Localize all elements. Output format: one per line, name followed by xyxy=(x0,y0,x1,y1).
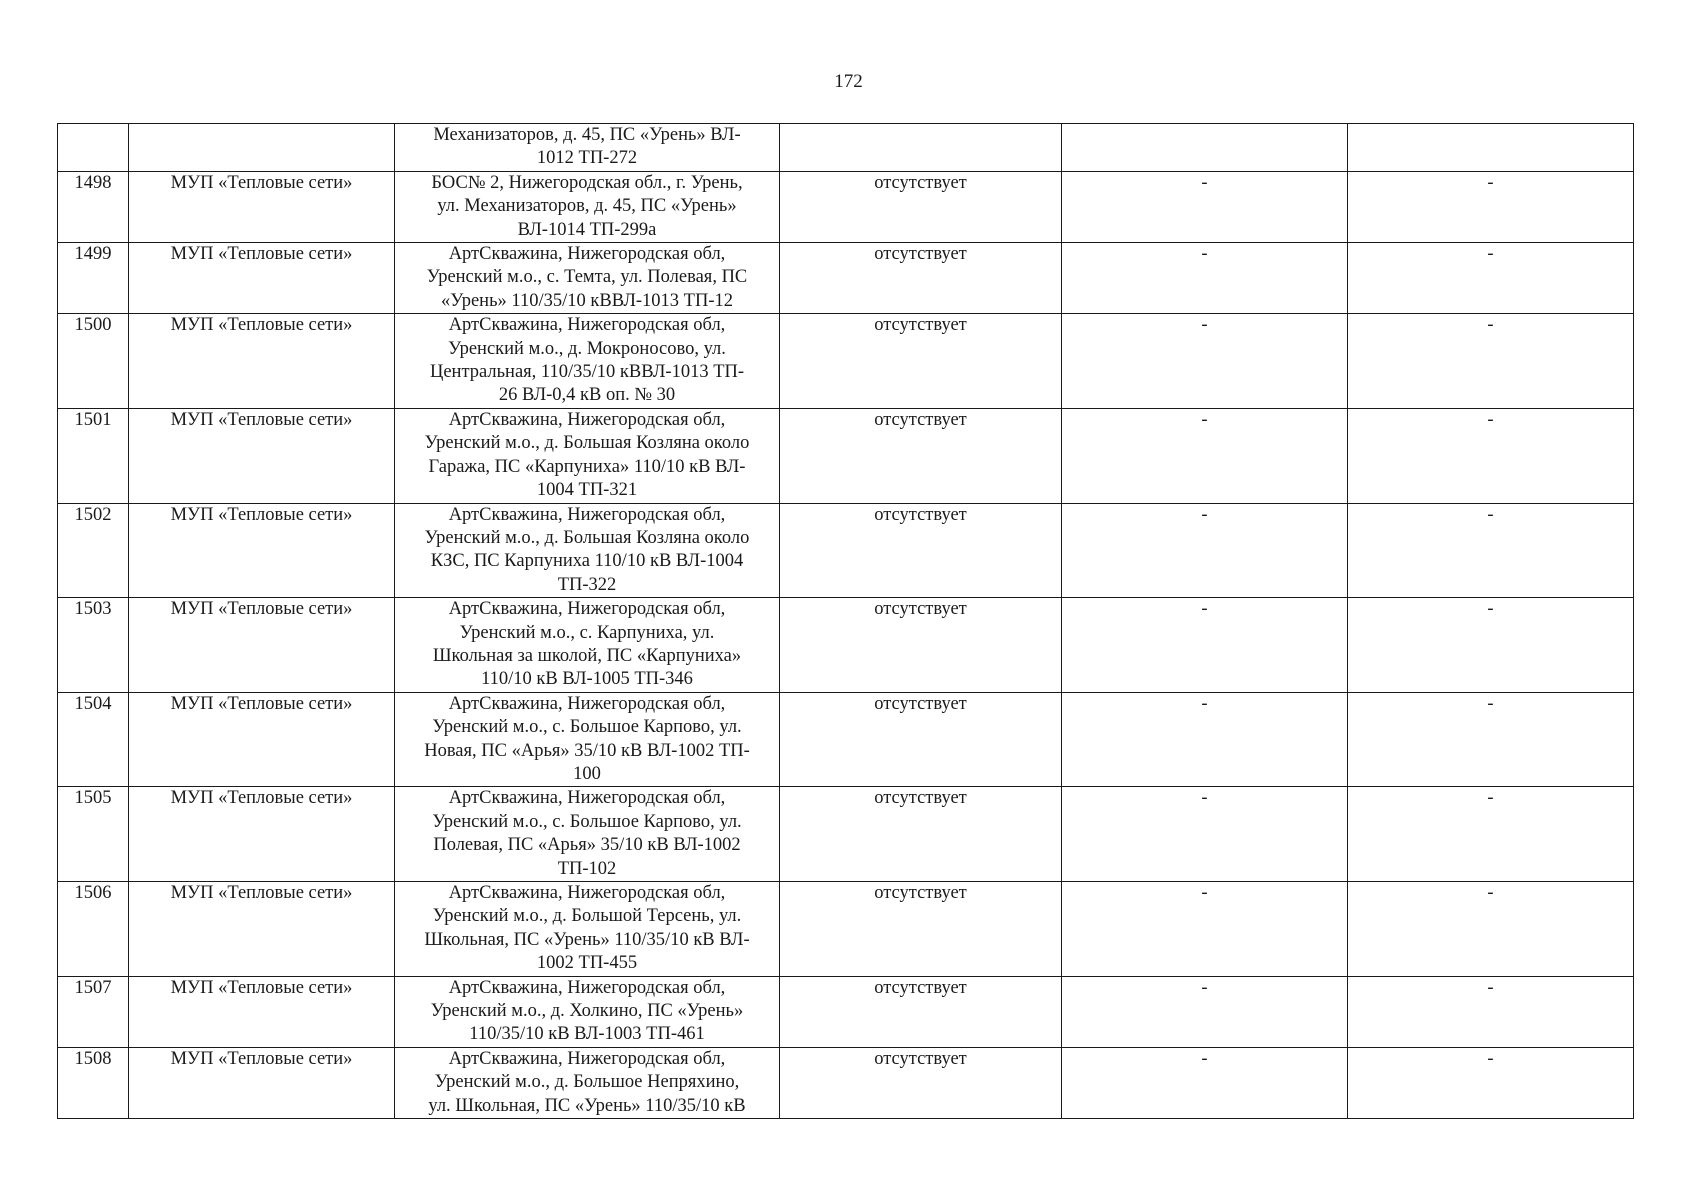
organization-cell xyxy=(129,124,395,172)
object-address-line: Школьная, ПС «Урень» 110/35/10 кВ ВЛ- xyxy=(424,929,750,950)
object-address-line: Уренский м.о., д. Большой Терсень, ул. xyxy=(432,906,742,927)
object-address-line: АртСкважина, Нижегородская обл, xyxy=(448,409,726,430)
object-address-line: Новая, ПС «Арья» 35/10 кВ ВЛ-1002 ТП- xyxy=(424,740,750,761)
availability-cell: отсутствует xyxy=(780,1047,1062,1118)
object-address-line: АртСкважина, Нижегородская обл, xyxy=(448,693,726,714)
object-address-cell xyxy=(395,124,780,172)
object-address-cell xyxy=(395,408,780,503)
row-number-cell: 1507 xyxy=(58,976,129,1047)
object-address-line: АртСкважина, Нижегородская обл, xyxy=(448,244,726,265)
row-number-cell: 1508 xyxy=(58,1047,129,1118)
value-cell-6: - xyxy=(1348,976,1634,1047)
value-cell-5: - xyxy=(1062,408,1348,503)
object-address-line: Уренский м.о., д. Холкино, ПС «Урень» xyxy=(430,1001,744,1022)
object-address-cell xyxy=(395,976,780,1047)
availability-cell: отсутствует xyxy=(780,882,1062,977)
object-address-line: 100 xyxy=(573,763,601,784)
table-row xyxy=(58,124,1634,172)
organization-cell: МУП «Тепловые сети» xyxy=(129,882,395,977)
value-cell-5: - xyxy=(1062,976,1348,1047)
object-address-line: ТП-102 xyxy=(557,858,617,879)
table-row xyxy=(58,882,1634,977)
object-address-line: Уренский м.о., д. Большое Непряхино, xyxy=(434,1072,740,1093)
table-row xyxy=(58,976,1634,1047)
object-address-line: «Урень» 110/35/10 кВВЛ-1013 ТП-12 xyxy=(441,290,733,311)
availability-cell: отсутствует xyxy=(780,976,1062,1047)
row-number-cell: 1500 xyxy=(58,314,129,409)
object-address-cell xyxy=(395,171,780,242)
value-cell-5: - xyxy=(1062,787,1348,882)
row-number-cell: 1501 xyxy=(58,408,129,503)
table-row xyxy=(58,243,1634,314)
page-number: 172 xyxy=(834,71,863,92)
organization-cell: МУП «Тепловые сети» xyxy=(129,243,395,314)
object-address-line: 1004 ТП-321 xyxy=(536,480,638,501)
value-cell-5: - xyxy=(1062,882,1348,977)
object-address-line: Уренский м.о., д. Большая Козляна около xyxy=(424,527,750,548)
registry-table xyxy=(57,123,1634,1119)
organization-cell: МУП «Тепловые сети» xyxy=(129,976,395,1047)
value-cell-5: - xyxy=(1062,692,1348,787)
row-number-cell: 1505 xyxy=(58,787,129,882)
availability-cell: отсутствует xyxy=(780,503,1062,598)
value-cell-5: - xyxy=(1062,171,1348,242)
object-address-line: КЗС, ПС Карпуниха 110/10 кВ ВЛ-1004 xyxy=(430,551,744,572)
object-address-line: Механизаторов, д. 45, ПС «Урень» ВЛ- xyxy=(433,125,741,145)
object-address-cell xyxy=(395,692,780,787)
object-address-cell xyxy=(395,787,780,882)
row-number-cell: 1498 xyxy=(58,171,129,242)
row-number-cell: 1499 xyxy=(58,243,129,314)
object-address-cell xyxy=(395,1047,780,1118)
value-cell-6: - xyxy=(1348,882,1634,977)
object-address-line: БОС№ 2, Нижегородская обл., г. Урень, xyxy=(431,172,743,193)
organization-cell: МУП «Тепловые сети» xyxy=(129,503,395,598)
object-address-line: Центральная, 110/35/10 кВВЛ-1013 ТП- xyxy=(429,362,745,383)
value-cell-6: - xyxy=(1348,171,1634,242)
value-cell-6: - xyxy=(1348,243,1634,314)
registry-table-body xyxy=(58,124,1634,1119)
object-address-line: Гаража, ПС «Карпуниха» 110/10 кВ ВЛ- xyxy=(428,456,746,477)
table-row xyxy=(58,787,1634,882)
availability-cell: отсутствует xyxy=(780,243,1062,314)
table-row xyxy=(58,171,1634,242)
object-address-line: АртСкважина, Нижегородская обл, xyxy=(448,788,726,809)
organization-cell: МУП «Тепловые сети» xyxy=(129,171,395,242)
value-cell-6: - xyxy=(1348,598,1634,693)
value-cell-6: - xyxy=(1348,503,1634,598)
object-address-cell xyxy=(395,598,780,693)
object-address-line: АртСкважина, Нижегородская обл, xyxy=(448,883,726,903)
object-address-line: 110/10 кВ ВЛ-1005 ТП-346 xyxy=(481,669,693,690)
organization-cell: МУП «Тепловые сети» xyxy=(129,692,395,787)
organization-cell: МУП «Тепловые сети» xyxy=(129,314,395,409)
availability-cell: отсутствует xyxy=(780,692,1062,787)
value-cell-5: - xyxy=(1062,1047,1348,1118)
object-address-line: Уренский м.о., с. Карпуниха, ул. xyxy=(459,622,715,643)
value-cell-5: - xyxy=(1062,243,1348,314)
availability-cell: отсутствует xyxy=(780,171,1062,242)
object-address-line: Полевая, ПС «Арья» 35/10 кВ ВЛ-1002 xyxy=(433,835,741,856)
object-address-line: АртСкважина, Нижегородская обл, xyxy=(448,977,726,998)
organization-cell: МУП «Тепловые сети» xyxy=(129,408,395,503)
object-address-line: АртСкважина, Нижегородская обл, xyxy=(448,504,726,525)
object-address-line: АртСкважина, Нижегородская обл, xyxy=(448,1048,726,1069)
object-address-cell xyxy=(395,243,780,314)
availability-cell: отсутствует xyxy=(780,408,1062,503)
availability-cell: отсутствует xyxy=(780,314,1062,409)
object-address-line: 110/35/10 кВ ВЛ-1003 ТП-461 xyxy=(469,1024,705,1045)
availability-cell: отсутствует xyxy=(780,598,1062,693)
object-address-line: 1002 ТП-455 xyxy=(536,953,638,974)
object-address-line: ул. Школьная, ПС «Урень» 110/35/10 кВ xyxy=(428,1095,746,1116)
object-address-cell xyxy=(395,882,780,977)
object-address-line: ул. Механизаторов, д. 45, ПС «Урень» xyxy=(437,196,737,217)
value-cell-6: - xyxy=(1348,314,1634,409)
object-address-line: ВЛ-1014 ТП-299а xyxy=(517,219,657,240)
row-number-cell: 1502 xyxy=(58,503,129,598)
value-cell-6: - xyxy=(1348,787,1634,882)
row-number-cell: 1503 xyxy=(58,598,129,693)
value-cell-5: - xyxy=(1062,314,1348,409)
object-address-line: Школьная за школой, ПС «Карпуниха» xyxy=(432,645,742,666)
value-cell-6: - xyxy=(1348,692,1634,787)
value-cell-5: - xyxy=(1062,503,1348,598)
organization-cell: МУП «Тепловые сети» xyxy=(129,598,395,693)
row-number-cell: 1506 xyxy=(58,882,129,977)
object-address-line: Уренский м.о., с. Темта, ул. Полевая, ПС xyxy=(426,267,748,288)
object-address-line: Уренский м.о., д. Мокроносово, ул. xyxy=(448,338,726,359)
row-number-cell xyxy=(58,124,129,172)
object-address-line: АртСкважина, Нижегородская обл, xyxy=(448,315,726,336)
object-address-line: Уренский м.о., с. Большое Карпово, ул. xyxy=(432,717,742,738)
value-cell-5 xyxy=(1062,124,1348,172)
object-address-cell xyxy=(395,314,780,409)
organization-cell: МУП «Тепловые сети» xyxy=(129,1047,395,1118)
table-row xyxy=(58,1047,1634,1118)
value-cell-6: - xyxy=(1348,408,1634,503)
table-row xyxy=(58,314,1634,409)
table-row xyxy=(58,503,1634,598)
object-address-line: Уренский м.о., д. Большая Козляна около xyxy=(424,433,750,454)
object-address-line: 1012 ТП-272 xyxy=(536,148,638,169)
row-number-cell: 1504 xyxy=(58,692,129,787)
organization-cell: МУП «Тепловые сети» xyxy=(129,787,395,882)
value-cell-6 xyxy=(1348,124,1634,172)
object-address-cell xyxy=(395,503,780,598)
value-cell-5: - xyxy=(1062,598,1348,693)
availability-cell xyxy=(780,124,1062,172)
value-cell-6: - xyxy=(1348,1047,1634,1118)
table-row xyxy=(58,692,1634,787)
object-address-line: Уренский м.о., с. Большое Карпово, ул. xyxy=(432,811,742,832)
object-address-line: 26 ВЛ-0,4 кВ оп. № 30 xyxy=(498,385,676,406)
table-row xyxy=(58,598,1634,693)
object-address-line: ТП-322 xyxy=(557,574,617,595)
availability-cell: отсутствует xyxy=(780,787,1062,882)
object-address-line: АртСкважина, Нижегородская обл, xyxy=(448,599,726,620)
table-row xyxy=(58,408,1634,503)
